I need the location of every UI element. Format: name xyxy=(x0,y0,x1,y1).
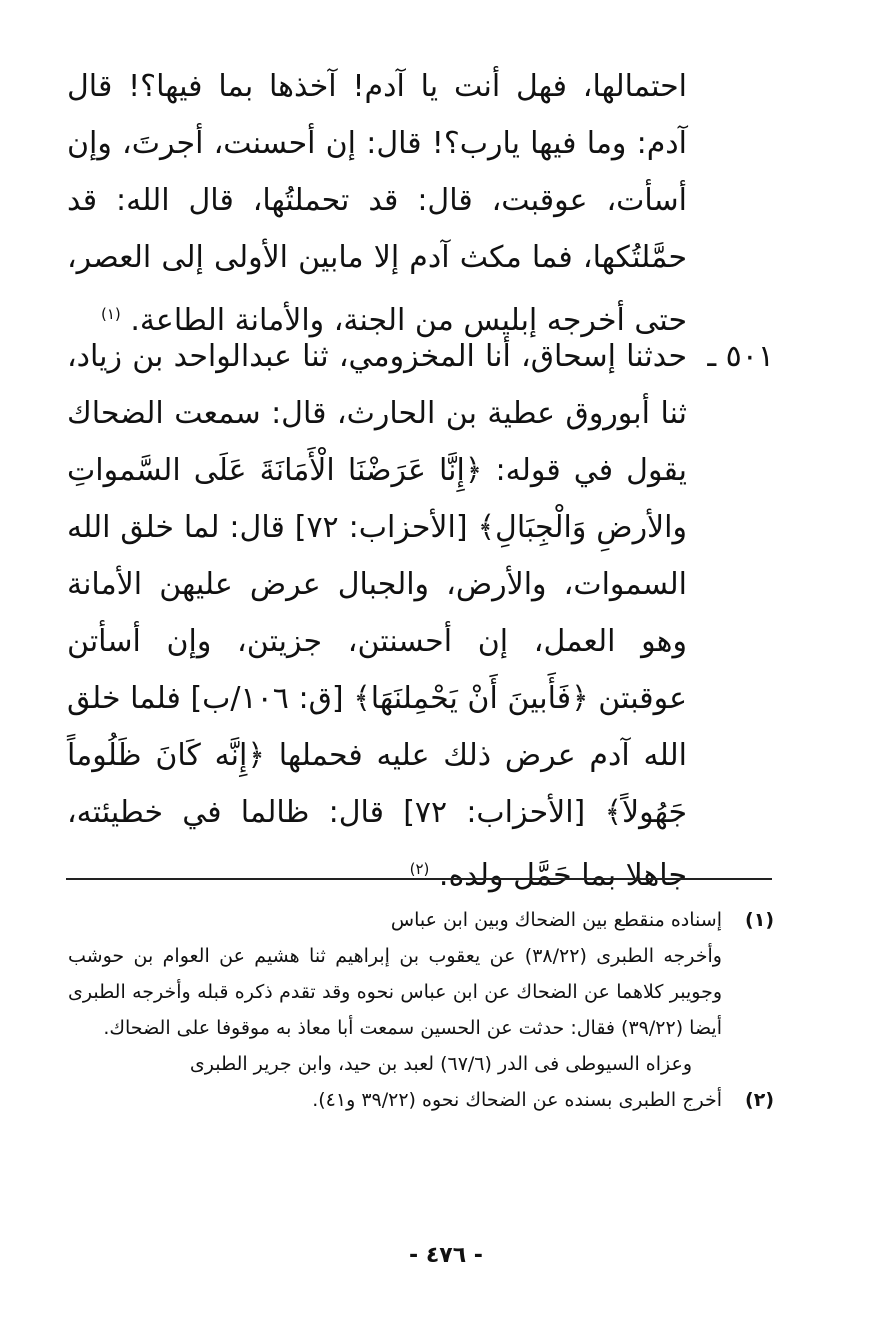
footnote-1-extra: وعزاه السيوطى فى الدر (٦٧/٦) لعبد بن حيد، وابن جرير الطبرى xyxy=(189,1053,692,1075)
footnote-1-line-1: إسناده منقطع بين الضحاك وبين ابن عباس xyxy=(390,909,722,931)
footnote-2 xyxy=(68,1082,774,1118)
hadith-number: ٥٠١ ـ xyxy=(707,339,774,374)
footnote-2-label: (٢) xyxy=(745,1089,774,1111)
main-paragraph-2 xyxy=(67,328,687,904)
page-number: - ٤٧٦ - xyxy=(409,1243,483,1268)
footnote-1 xyxy=(68,902,774,1082)
paragraph-2-text: حدثنا إسحاق، أنا المخزومي، ثنا عبدالواحد بن زياد، ثنا أبوروق عطية بن الحارث، قال: سمعت الضحاك يقول في قوله: ﴿إِنَّا عَرَضْنَا الْأَمَانَةَ عَلَى السَّمواتِ والأرضِ وَالْجِبَالِ﴾ [الأحزاب: ٧٢] قال: لما خلق الله السموات، والأرض، والجبال عرض عليهن الأمانة وهو العمل، إن أحسنتن، جزيتن، وإن أسأتن عوقبتن ﴿فَأَبينَ أَنْ يَحْمِلنَهَا﴾ [ق: ١٠٦/ب] فلما خلق الله آدم عرض ذلك عليه فحملها ﴿إِنَّه كَانَ ظَلُوماً جَهُولاً﴾ [الأحزاب: ٧٢] قال: ظالما في خطيئته، جاهلا بما حَمَّل ولده. xyxy=(67,339,687,893)
footnote-ref-2: (٢) xyxy=(409,860,430,878)
main-paragraph-1 xyxy=(67,58,687,349)
footnotes-section xyxy=(68,902,774,1118)
footnote-ref-1: (١) xyxy=(100,305,121,323)
footnote-1-label: (١) xyxy=(745,909,774,931)
footnote-1-line-2: وأخرجه الطبرى (٣٨/٢٢) عن يعقوب بن إبراهيم ثنا هشيم عن العوام بن حوشب وجويبر كلاهما عن الضحاك عن ابن عباس نحوه وقد تقدم ذكره قبله وأخرجه الطبرى أيضا (٣٩/٢٢) فقال: حدثت عن الحسين سمعت أبا معاذ به موقوفا على الضحاك. xyxy=(68,945,722,1039)
footnote-divider xyxy=(66,878,772,880)
paragraph-1-text: احتمالها، فهل أنت يا آدم! آخذها بما فيها؟! قال آدم: وما فيها يارب؟! قال: إن أحسنت، أجرتَ، وإن أسأت، عوقبت، قال: قد تحملتُها، قال الله: قد حمَّلتُكها، فما مكث آدم إلا مابين الأولى إلى العصر، حتى أخرجه إبليس من الجنة، والأمانة الطاعة. xyxy=(67,69,687,338)
footnote-2-line-1: أخرج الطبرى بسنده عن الضحاك نحوه (٣٩/٢٢ و٤١). xyxy=(312,1089,722,1111)
